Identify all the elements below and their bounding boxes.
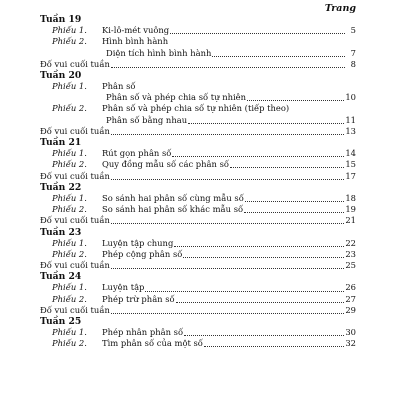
week-heading: Tuần 20: [40, 69, 82, 81]
page-number: 13: [345, 125, 356, 136]
worksheet-label: Phiếu 2.: [52, 204, 87, 215]
week-heading: Tuần 23: [40, 226, 82, 238]
toc-quiz-row: [40, 126, 356, 137]
dot-leader: [230, 167, 344, 168]
toc-row: [40, 36, 356, 47]
entry-title: Tìm phân số của một số: [102, 338, 203, 349]
toc-row: [40, 81, 356, 92]
entry-title: Đố vui cuối tuần: [40, 215, 110, 226]
toc-row: [40, 338, 356, 349]
entry-title: Đố vui cuối tuần: [40, 125, 110, 136]
dot-leader: [176, 302, 345, 303]
worksheet-label: Phiếu 1.: [52, 148, 87, 159]
toc-row: [40, 204, 356, 215]
entry-title: Luyện tập chung: [102, 237, 174, 248]
page-number: 14: [345, 148, 356, 159]
worksheet-label: Phiếu 2.: [52, 103, 87, 114]
worksheet-label: Phiếu 2.: [52, 159, 87, 170]
worksheet-label: Phiếu 2.: [52, 338, 87, 349]
entry-title: Quy đồng mẫu số các phân số: [102, 159, 230, 170]
page-number: 26: [345, 282, 356, 293]
worksheet-label: Phiếu 1.: [52, 192, 87, 203]
entry-title: Phân số bằng nhau: [106, 114, 188, 125]
page-number: 8: [350, 58, 356, 69]
toc-quiz-row: [40, 171, 356, 182]
toc-row: [40, 238, 356, 249]
entry-title: Phép cộng phân số: [102, 248, 183, 259]
toc-row: [40, 48, 356, 59]
dot-leader: [184, 335, 344, 336]
page-number: 18: [345, 192, 356, 203]
toc-row: [40, 115, 356, 126]
page-number: 19: [345, 204, 356, 215]
dot-leader: [145, 291, 344, 292]
toc-quiz-row: [40, 215, 356, 226]
page-number: 17: [345, 170, 356, 181]
page-number: 32: [345, 338, 356, 349]
toc-quiz-row: [40, 305, 356, 316]
entry-title: Phân số và phép chia số tự nhiên: [106, 92, 247, 103]
toc-row: [40, 25, 356, 36]
week-heading: Tuần 22: [40, 181, 82, 193]
worksheet-label: Phiếu 2.: [52, 248, 87, 259]
page-column-header: Trang: [324, 3, 356, 14]
page-number: 29: [345, 304, 356, 315]
worksheet-label: Phiếu 1.: [52, 81, 87, 92]
dot-leader: [170, 33, 345, 34]
entry-title: Đố vui cuối tuần: [40, 170, 110, 181]
entry-title: Ki-lô-mét vuông: [102, 25, 170, 36]
entry-title: Diện tích hình bình hành: [106, 47, 212, 58]
entry-title: Phân số và phép chia số tự nhiên (tiếp theo): [102, 103, 290, 114]
dot-leader: [174, 246, 344, 247]
dot-leader: [111, 223, 344, 224]
worksheet-label: Phiếu 2.: [52, 36, 87, 47]
page-number: 15: [345, 159, 356, 170]
toc-row: [40, 148, 356, 159]
table-of-contents: [40, 14, 356, 350]
entry-title: Đố vui cuối tuần: [40, 58, 110, 69]
entry-title: Phép nhân phân số: [102, 327, 184, 338]
worksheet-label: Phiếu 1.: [52, 282, 87, 293]
dot-leader: [245, 201, 344, 202]
page-number: 25: [345, 260, 356, 271]
dot-leader: [188, 123, 344, 124]
page-number: 5: [350, 25, 356, 36]
entry-title: So sánh hai phân số khác mẫu số: [102, 204, 244, 215]
toc-row: [40, 92, 356, 103]
dot-leader: [111, 67, 345, 68]
toc-row: [40, 294, 356, 305]
page-number: 23: [345, 248, 356, 259]
toc-row: [40, 327, 356, 338]
week-heading: Tuần 24: [40, 271, 82, 283]
page-number: 30: [345, 327, 356, 338]
page-number: 27: [345, 293, 356, 304]
toc-row: [40, 283, 356, 294]
entry-title: Đố vui cuối tuần: [40, 260, 110, 271]
dot-leader: [244, 212, 344, 213]
entry-title: Rút gọn phân số: [102, 148, 172, 159]
worksheet-label: Phiếu 2.: [52, 293, 87, 304]
toc-quiz-row: [40, 260, 356, 271]
toc-row: [40, 249, 356, 260]
page-number: 21: [345, 215, 356, 226]
toc-quiz-row: [40, 59, 356, 70]
dot-leader: [111, 313, 344, 314]
entry-title: So sánh hai phân số cùng mẫu số: [102, 192, 244, 203]
week-heading: Tuần 21: [40, 137, 82, 149]
worksheet-label: Phiếu 1.: [52, 327, 87, 338]
dot-leader: [111, 179, 344, 180]
dot-leader: [204, 346, 344, 347]
page-number: 11: [345, 114, 356, 125]
worksheet-label: Phiếu 1.: [52, 25, 87, 36]
dot-leader: [247, 100, 344, 101]
entry-title: Đố vui cuối tuần: [40, 304, 110, 315]
toc-row: [40, 193, 356, 204]
page-number: 10: [345, 92, 356, 103]
entry-title: Phân số: [102, 81, 136, 92]
dot-leader: [111, 268, 344, 269]
toc-row: [40, 104, 356, 115]
dot-leader: [111, 134, 344, 135]
worksheet-label: Phiếu 1.: [52, 237, 87, 248]
dot-leader: [183, 257, 344, 258]
entry-title: Luyện tập: [102, 282, 145, 293]
dot-leader: [172, 156, 344, 157]
page-number: 7: [350, 47, 356, 58]
week-heading: Tuần 25: [40, 316, 82, 328]
entry-title: Phép trừ phân số: [102, 293, 175, 304]
entry-title: Hình bình hành: [102, 36, 169, 47]
page-number: 22: [345, 237, 356, 248]
week-heading: Tuần 19: [40, 14, 82, 25]
dot-leader: [212, 56, 345, 57]
toc-row: [40, 159, 356, 170]
